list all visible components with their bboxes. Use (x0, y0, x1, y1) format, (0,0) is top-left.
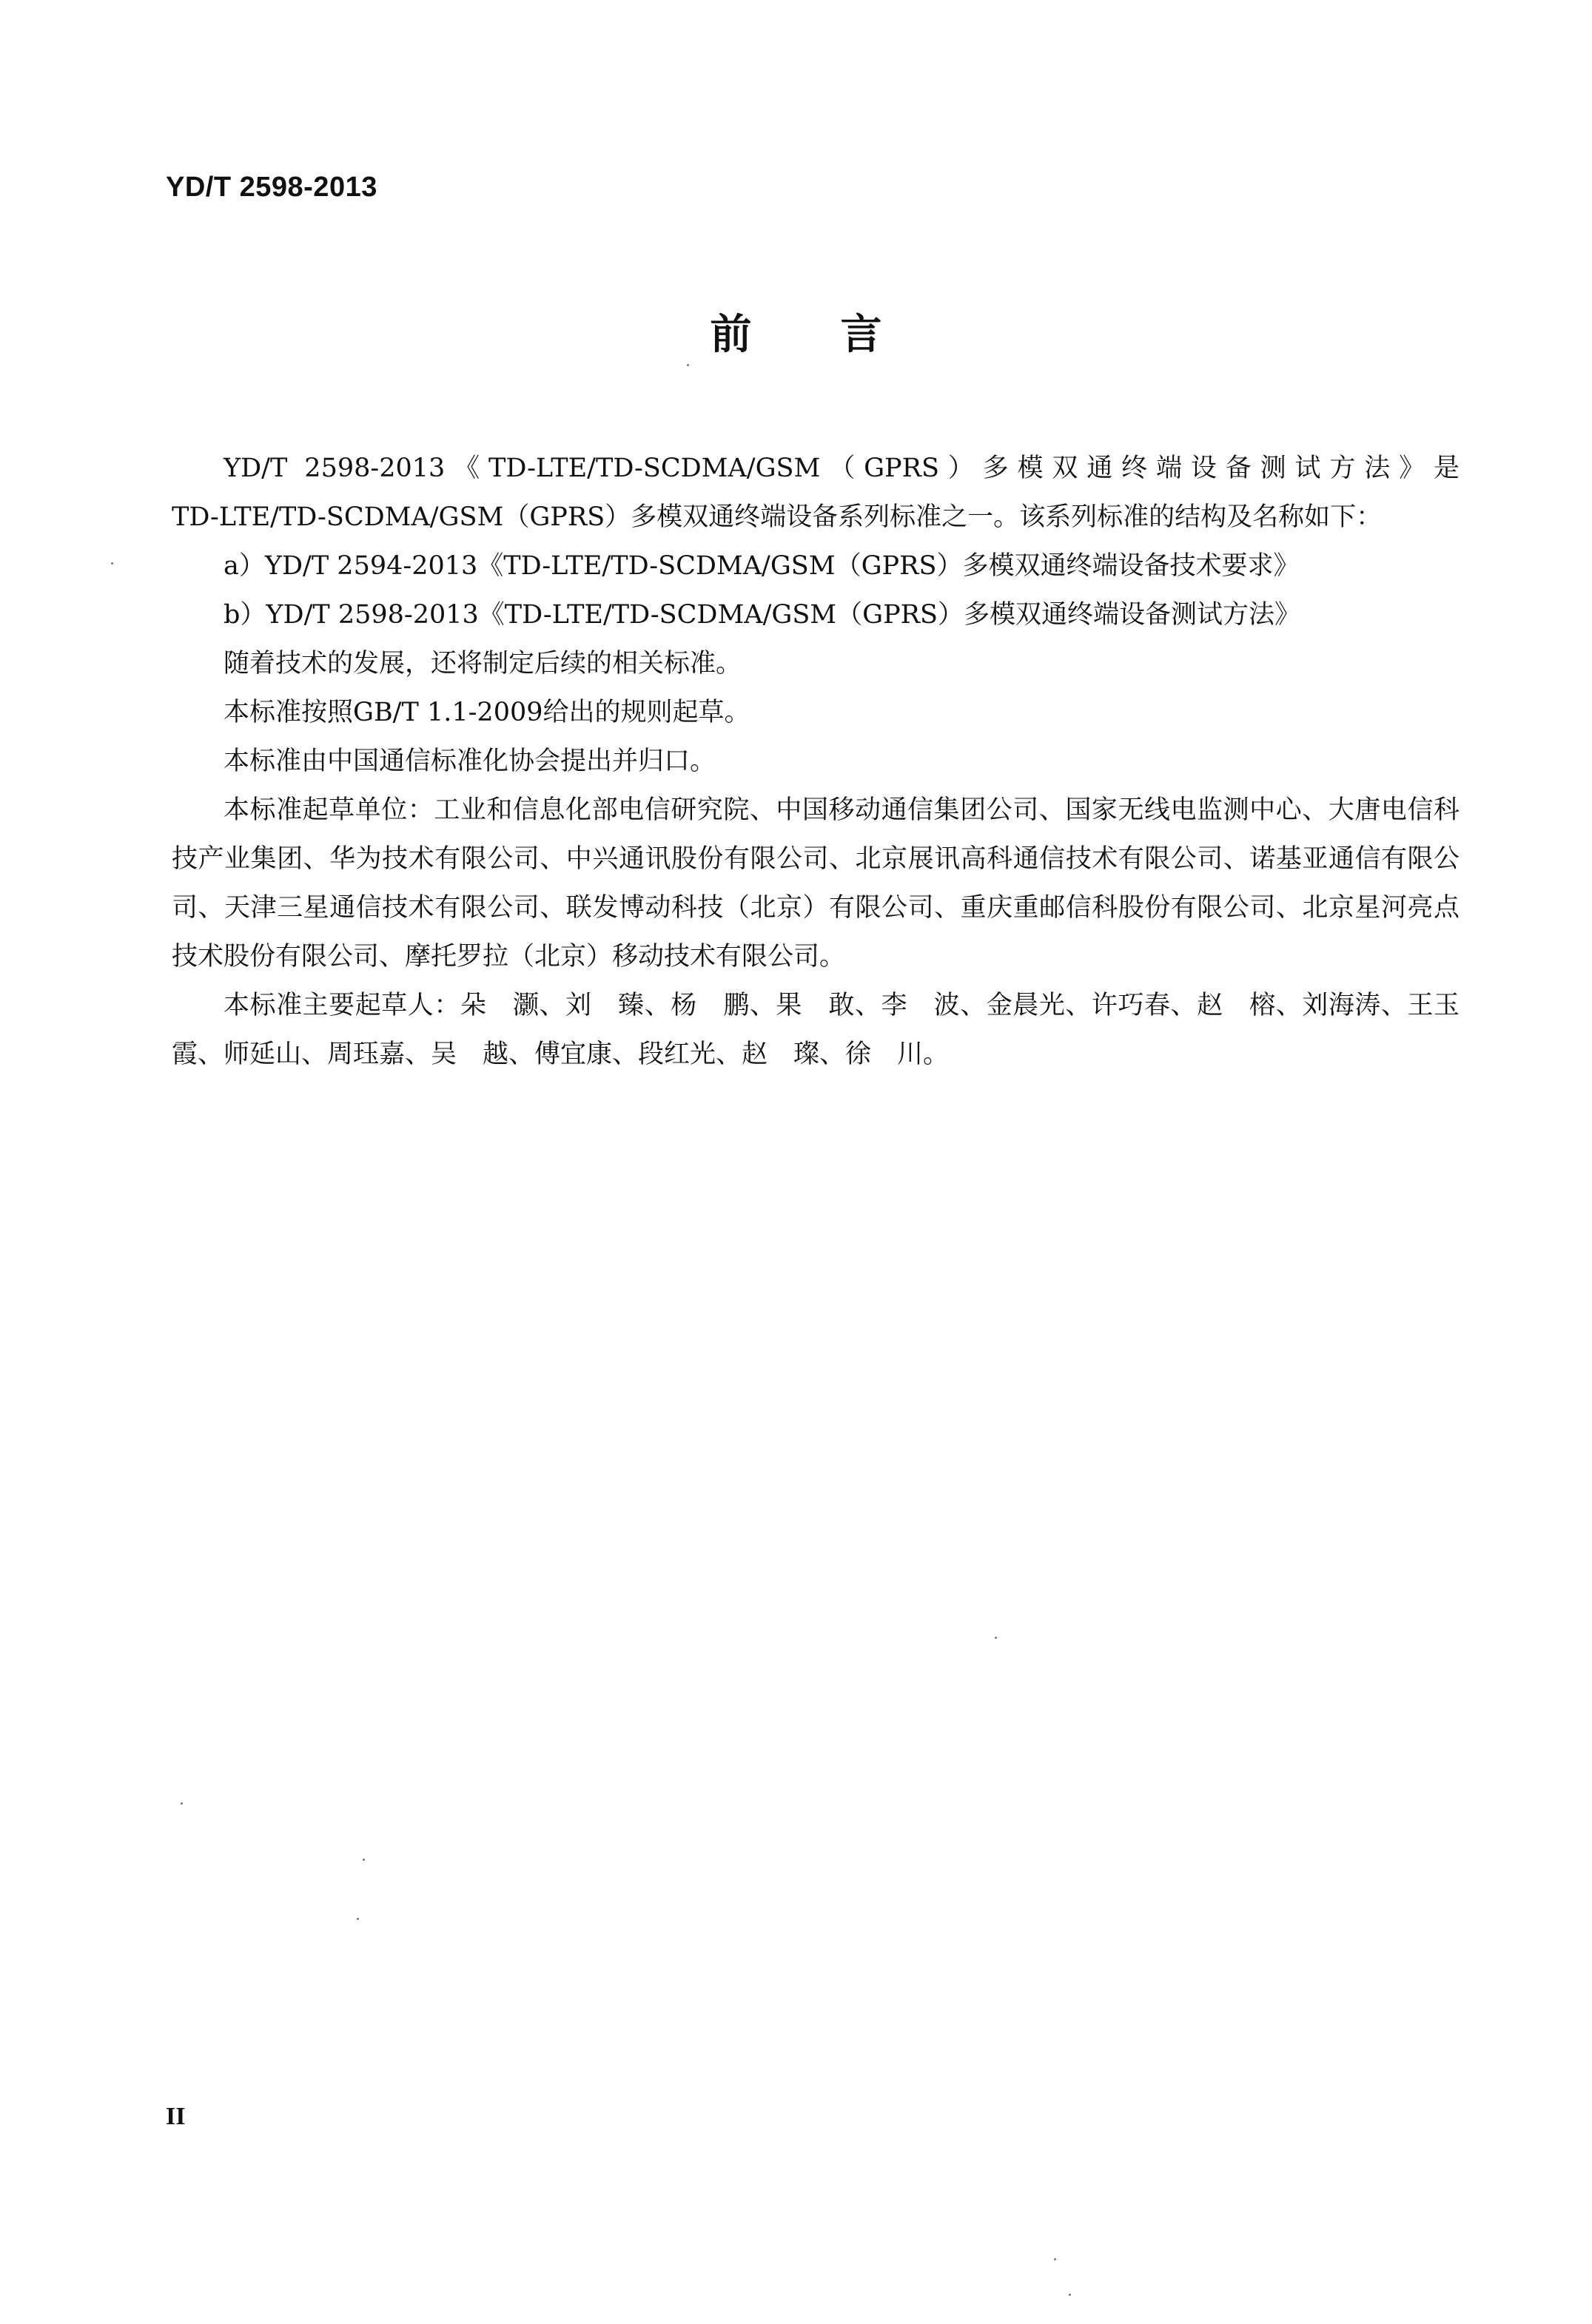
page-title (0, 302, 1592, 361)
title-char-2: 言 (840, 311, 882, 359)
scan-speck (357, 1918, 359, 1920)
paragraph-main-drafters: 本标准主要起草人：朵 灏、刘 臻、杨 鹏、果 敢、李 波、金晨光、许巧春、赵 榕、刘海涛、王玉霞、师延山、周珏嘉、吴 越、傅宜康、段红光、赵 璨、徐 川。 (172, 991, 1460, 1069)
paragraph-intro-line2: TD-LTE/TD-SCDMA/GSM（GPRS）多模双通终端设备系列标准之一。该系列标准的结构及名称如下： (172, 502, 1383, 532)
list-item-a: a）YD/T 2594-2013《TD-LTE/TD-SCDMA/GSM（GPRS）多模双通终端设备技术要求》 (224, 551, 1300, 581)
standard-code-header: YD/T 2598-2013 (166, 172, 377, 203)
scan-speck (995, 1637, 997, 1639)
paragraph-drafting-units: 本标准起草单位：工业和信息化部电信研究院、中国移动通信集团公司、国家无线电监测中心、大唐电信科技产业集团、华为技术有限公司、中兴通讯股份有限公司、北京展讯高科通信技术有限公司、诺基亚通信有限公司、天津三星通信技术有限公司、联发博动科技（北京）有限公司、重庆重邮信科股份有限公司、北京星河亮点技术股份有限公司、摩托罗拉（北京）移动技术有限公司。 (172, 795, 1460, 971)
scan-speck (687, 364, 689, 366)
paragraph-intro (172, 444, 1460, 493)
paragraph-drafting-rules: 本标准按照GB/T 1.1-2009给出的规则起草。 (224, 698, 750, 727)
scan-speck (1069, 2294, 1071, 2296)
title-char-1: 前 (710, 311, 752, 359)
paragraph-proposer: 本标准由中国通信标准化协会提出并归口。 (224, 747, 716, 776)
scan-speck (1054, 2258, 1056, 2260)
paragraph-future-standards: 随着技术的发展，还将制定后续的相关标准。 (224, 649, 742, 678)
list-item-b: b）YD/T 2598-2013《TD-LTE/TD-SCDMA/GSM（GPRS）多模双通终端设备测试方法》 (224, 600, 1300, 630)
scan-speck (181, 1802, 183, 1805)
scan-speck (363, 1859, 365, 1861)
preface-body (172, 444, 1460, 1079)
paragraph-intro-line1: YD/T 2598-2013《TD-LTE/TD-SCDMA/GSM（GPRS）多模双通终端设备测试方法》是 (224, 454, 1460, 483)
page-number: II (166, 2103, 186, 2130)
scan-speck (111, 562, 113, 565)
